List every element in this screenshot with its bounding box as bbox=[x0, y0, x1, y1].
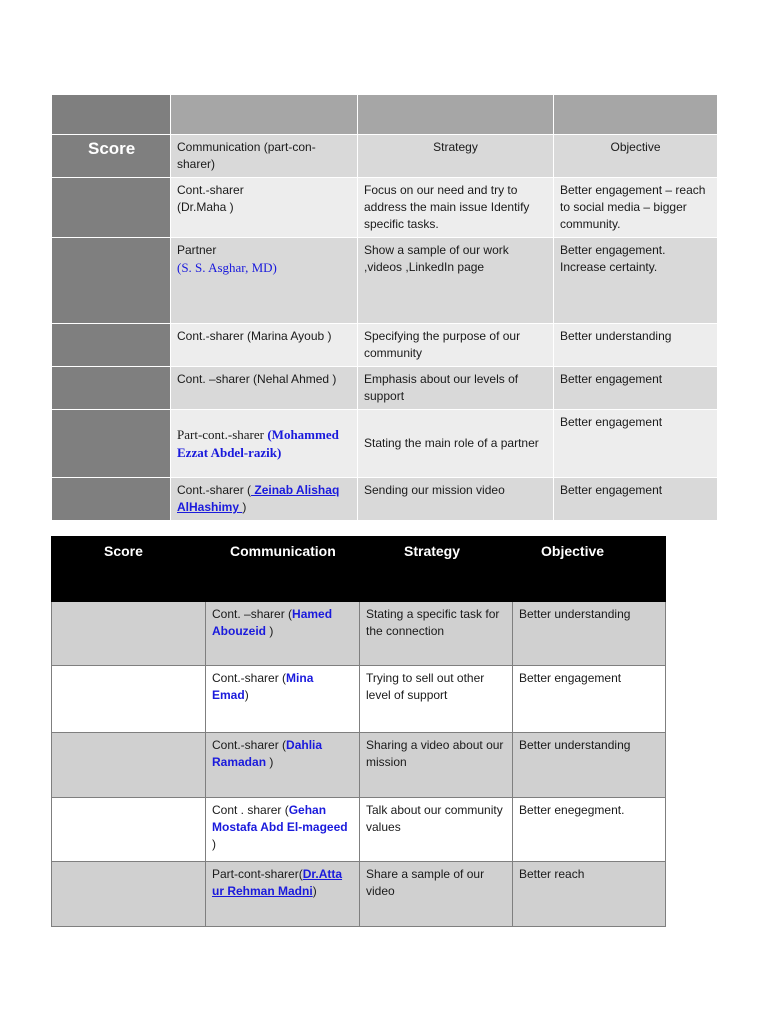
communication-cell: Cont . sharer (Gehan Mostafa Abd El-mageed ) bbox=[206, 798, 360, 862]
table-row bbox=[52, 733, 666, 798]
communication-cell: Cont.-sharer ( Zeinab Alishaq AlHashimy ) bbox=[171, 478, 358, 521]
score-cell bbox=[52, 733, 206, 798]
table-row bbox=[52, 324, 718, 367]
score-header: Score bbox=[52, 135, 171, 178]
objective-cell: Better engagement bbox=[554, 478, 718, 521]
objective-cell: Better understanding bbox=[513, 733, 666, 798]
communication-header: Communication (part-con-sharer) bbox=[171, 135, 358, 178]
score-cell bbox=[52, 238, 171, 324]
table-row bbox=[52, 602, 666, 666]
objective-header: Objective bbox=[513, 537, 666, 602]
communication-cell: Cont.-sharer (Marina Ayoub ) bbox=[171, 324, 358, 367]
communication-cell: Part-cont-sharer(Dr.Atta ur Rehman Madni) bbox=[206, 862, 360, 927]
empty-header-cell bbox=[171, 95, 358, 135]
strategy-cell: Sending our mission video bbox=[358, 478, 554, 521]
communication-cell: Cont.-sharer (Dahlia Ramadan ) bbox=[206, 733, 360, 798]
table-row bbox=[52, 238, 718, 324]
score-cell bbox=[52, 798, 206, 862]
table-row bbox=[52, 666, 666, 733]
score-cell bbox=[52, 862, 206, 927]
zeinab-link[interactable]: Zeinab Alishaq AlHashimy bbox=[177, 483, 340, 514]
table-row bbox=[52, 410, 718, 478]
strategy-cell: Sharing a video about our mission bbox=[360, 733, 513, 798]
strategy-cell: Trying to sell out other level of support bbox=[360, 666, 513, 733]
atta-link[interactable]: Dr.Atta ur Rehman Madni bbox=[212, 867, 343, 898]
communication-header: Communication bbox=[206, 537, 360, 602]
objective-cell: Better reach bbox=[513, 862, 666, 927]
objective-cell: Better engagement bbox=[513, 666, 666, 733]
empty-header-cell bbox=[358, 95, 554, 135]
score-header: Score bbox=[52, 537, 206, 602]
objective-cell: Better engagement – reach to social media – bigger community. bbox=[554, 178, 718, 238]
table-row bbox=[52, 862, 666, 927]
table-row bbox=[52, 367, 718, 410]
strategy-cell: Talk about our community values bbox=[360, 798, 513, 862]
strategy-header: Strategy bbox=[358, 135, 554, 178]
objective-cell: Better engagement bbox=[554, 410, 718, 478]
communication-cell: Cont.-sharer (Dr.Maha ) bbox=[171, 178, 358, 238]
score-cell bbox=[52, 410, 171, 478]
table-row bbox=[52, 178, 718, 238]
strategy-cell: Emphasis about our levels of support bbox=[358, 367, 554, 410]
strategy-cell: Stating the main role of a partner bbox=[358, 410, 554, 478]
score-cell bbox=[52, 178, 171, 238]
score-cell bbox=[52, 367, 171, 410]
strategy-cell: Focus on our need and try to address the main issue Identify specific tasks. bbox=[358, 178, 554, 238]
strategy-header: Strategy bbox=[360, 537, 513, 602]
objective-cell: Better understanding bbox=[554, 324, 718, 367]
strategy-cell: Show a sample of our work ,videos ,LinkedIn page bbox=[358, 238, 554, 324]
communication-cell: Cont. –sharer (Hamed Abouzeid ) bbox=[206, 602, 360, 666]
table-row bbox=[52, 478, 718, 521]
empty-header-cell bbox=[52, 95, 171, 135]
communication-cell: Part-cont.-sharer (Mohammed Ezzat Abdel-razik) bbox=[171, 410, 358, 478]
strategy-cell: Specifying the purpose of our community bbox=[358, 324, 554, 367]
objective-cell: Better enegegment. bbox=[513, 798, 666, 862]
score-cell bbox=[52, 324, 171, 367]
communication-cell: Partner (S. S. Asghar, MD) bbox=[171, 238, 358, 324]
communication-cell: Cont. –sharer (Nehal Ahmed ) bbox=[171, 367, 358, 410]
strategy-cell: Share a sample of our video bbox=[360, 862, 513, 927]
score-cell bbox=[52, 478, 171, 521]
table-row bbox=[52, 798, 666, 862]
stakeholder-table-2 bbox=[51, 536, 666, 927]
objective-cell: Better engagement bbox=[554, 367, 718, 410]
score-cell bbox=[52, 602, 206, 666]
strategy-cell: Stating a specific task for the connection bbox=[360, 602, 513, 666]
objective-cell: Better engagement. Increase certainty. bbox=[554, 238, 718, 324]
stakeholder-table-1 bbox=[51, 94, 718, 521]
empty-header-cell bbox=[554, 95, 718, 135]
objective-header: Objective bbox=[554, 135, 718, 178]
communication-cell: Cont.-sharer (Mina Emad) bbox=[206, 666, 360, 733]
score-cell bbox=[52, 666, 206, 733]
objective-cell: Better understanding bbox=[513, 602, 666, 666]
